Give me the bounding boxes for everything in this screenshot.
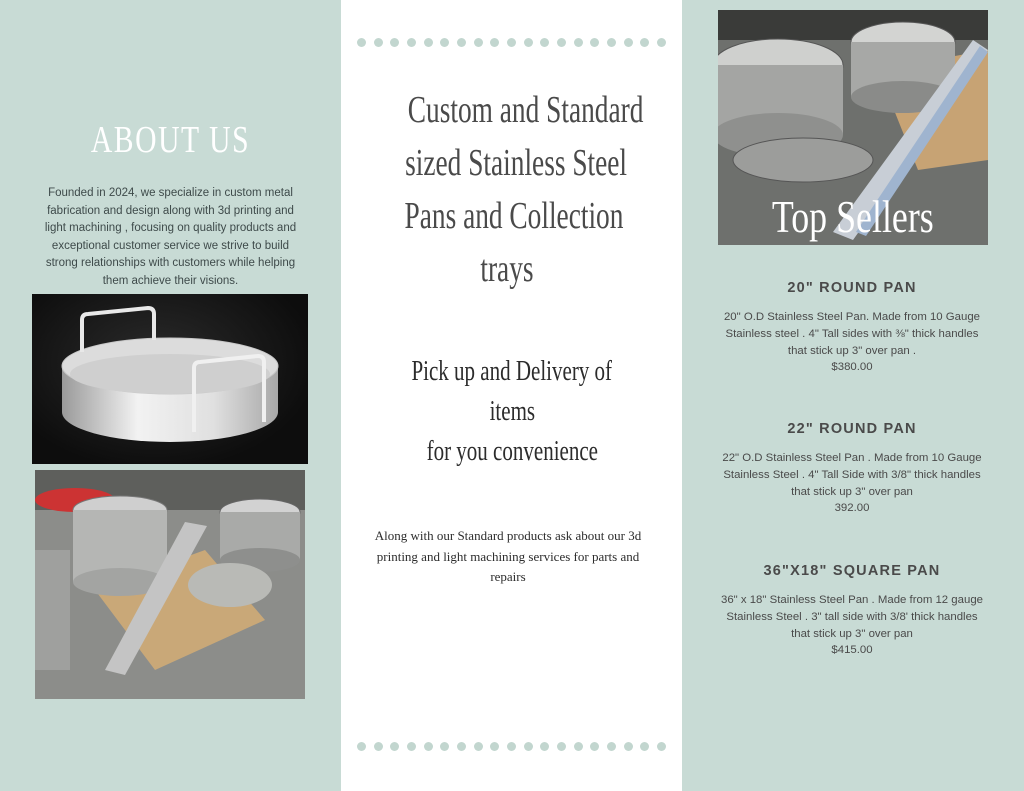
headline-line: trays [480, 248, 534, 290]
dot-divider-bottom [357, 742, 666, 751]
product-desc-line: 22" O.D Stainless Steel Pan . Made from 10 Gauge [722, 452, 982, 464]
product-description [700, 592, 1004, 659]
headline-line: sized Stainless Steel [405, 142, 628, 184]
workshop-pans-photo [35, 470, 305, 699]
services-note: Along with our Standard products ask about our 3d printing and light machining services for parts and repairs [374, 528, 642, 584]
product-card [700, 563, 1004, 659]
product-desc-line: that stick up 3" over pan [791, 485, 913, 498]
pickup-line: Pick up and Delivery of [411, 356, 613, 387]
product-desc-line: 36" x 18" Stainless Steel Pan . Made from 12 gauge [720, 594, 983, 606]
product-desc-line: that stick up 3" over pan [791, 627, 913, 640]
product-desc-line: 20" O.D Stainless Steel Pan. Made from 10 Gauge [723, 311, 981, 323]
product-price: 392.00 [834, 502, 870, 515]
top-sellers-title: Top Sellers [772, 191, 934, 242]
top-sellers-banner [718, 190, 988, 243]
product-description [700, 309, 1004, 376]
product-title: 36"X18" SQUARE PAN [763, 563, 941, 579]
product-desc-line: Stainless Steel . 4" Tall Side with 3/8" thick handles [723, 468, 981, 481]
product-description [700, 450, 1004, 517]
product-desc-line: that stick up 3" over pan . [787, 344, 917, 357]
product-card [700, 280, 1004, 376]
pan-3d-render-image [32, 294, 308, 464]
product-price: $415.00 [831, 644, 873, 657]
headline-line: Custom and Standard [407, 89, 644, 131]
product-title: 20" ROUND PAN [787, 280, 917, 296]
pickup-delivery-text [362, 352, 662, 472]
product-desc-line: Stainless Steel . 3" tall side with 3/8' thick handles [726, 610, 978, 623]
pickup-line: for you convenience [426, 436, 598, 467]
product-title: 22" ROUND PAN [787, 421, 917, 437]
product-price: $380.00 [831, 361, 873, 374]
about-title: ABOUT US [90, 119, 251, 161]
dot-divider-top [357, 38, 666, 47]
headline-line: Pans and Collection [404, 195, 624, 237]
product-desc-line: Stainless steel . 4" Tall sides with ⅜" thick handles [725, 327, 979, 340]
about-text: Founded in 2024, we specialize in custom metal fabrication and design along with 3d printing and light machining , focusing on quality products and exceptional customer service we strive to build strong relationships with customers while helping them achieve their visions. [44, 187, 297, 287]
pickup-line: items [489, 396, 535, 427]
product-card [700, 421, 1004, 517]
main-headline [362, 84, 652, 296]
